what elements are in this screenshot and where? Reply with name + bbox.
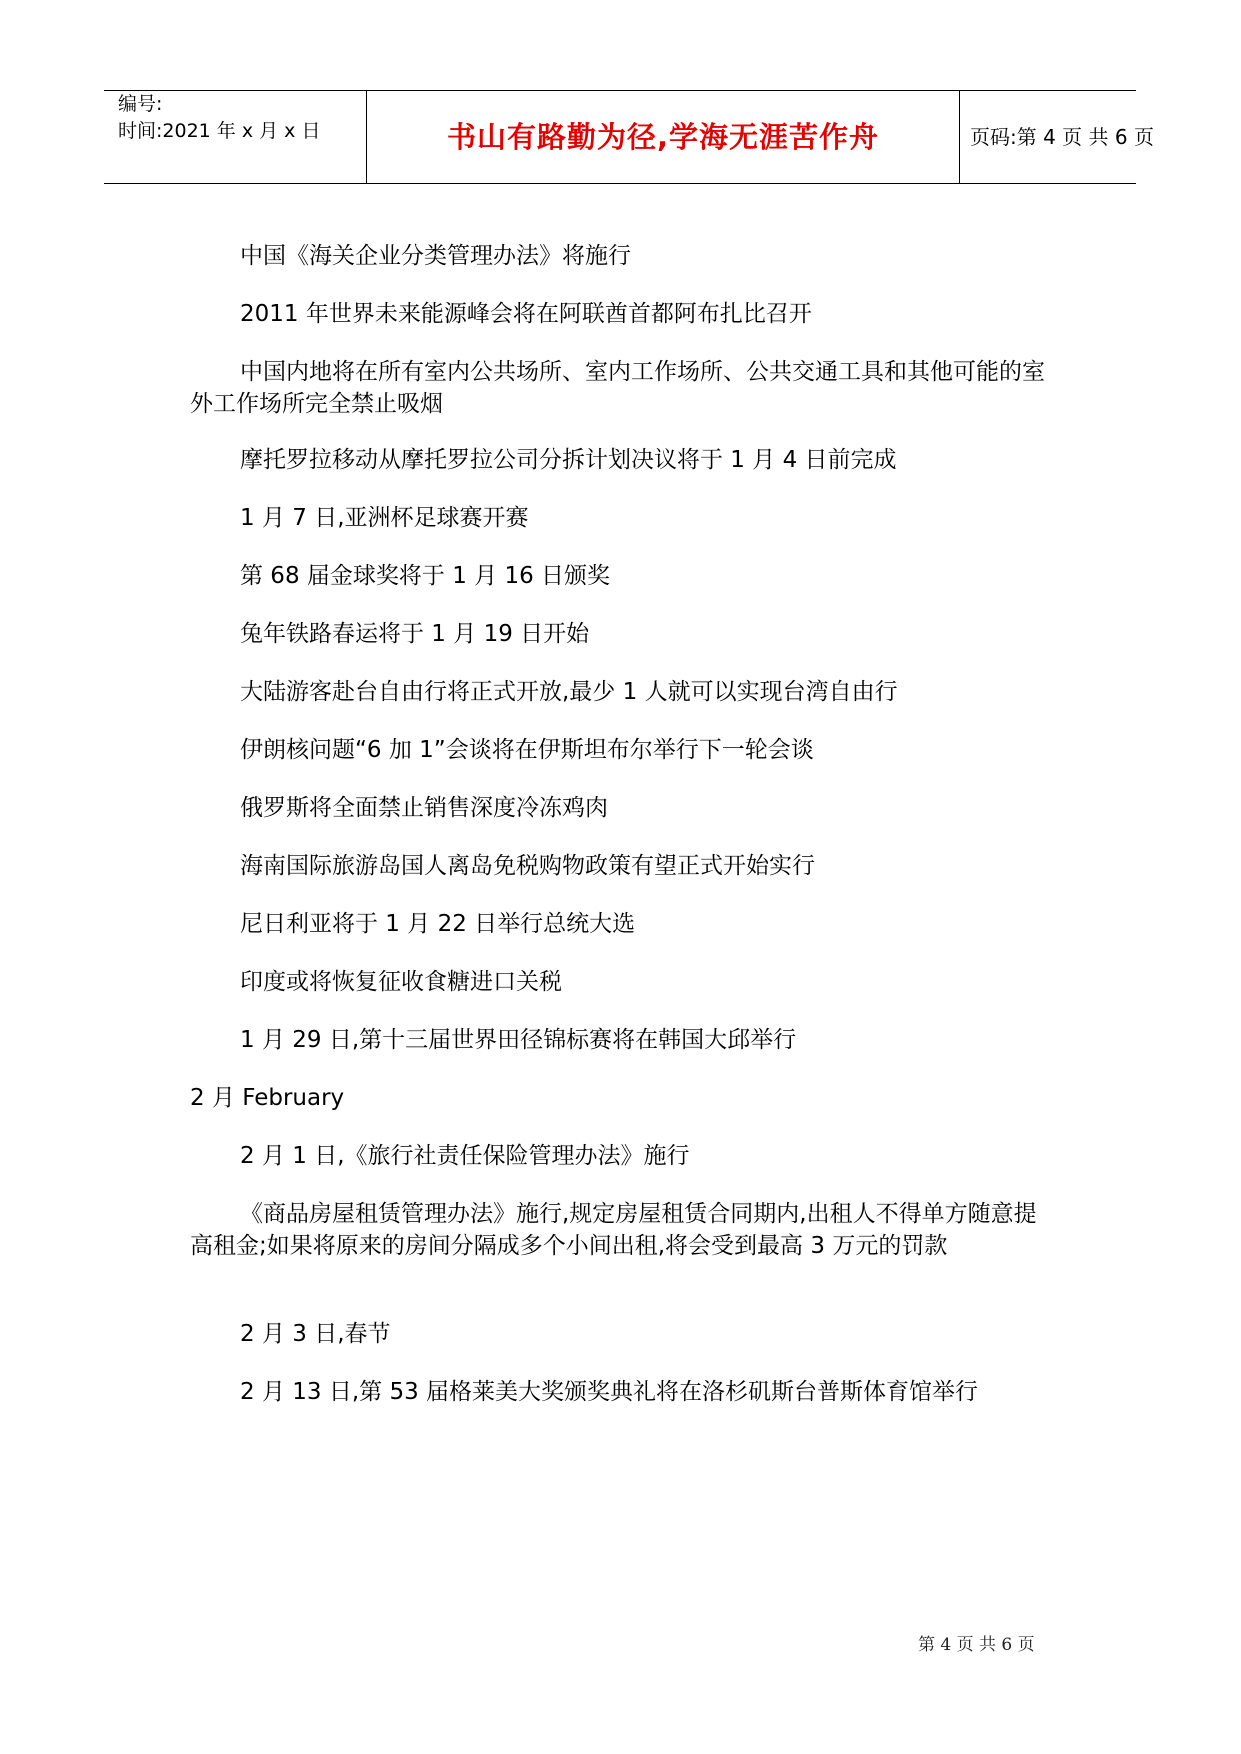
paragraph: 《商品房屋租赁管理办法》施行,规定房屋租赁合同期内,出租人不得单方随意提高租金;如果将原来的房间分隔成多个小间出租,将会受到最高 3 万元的罚款 (190, 1201, 1037, 1259)
paragraph: 摩托罗拉移动从摩托罗拉公司分拆计划决议将于 1 月 4 日前完成 (240, 447, 897, 473)
paragraph: 第 68 届金球奖将于 1 月 16 日颁奖 (240, 563, 611, 589)
paragraph: 中国《海关企业分类管理办法》将施行 (240, 243, 631, 269)
paragraph: 2 月 1 日,《旅行社责任保险管理办法》施行 (240, 1143, 690, 1169)
date-label: 时间:2021 年 x 月 x 日 (118, 120, 321, 142)
paragraph: 尼日利亚将于 1 月 22 日举行总统大选 (240, 911, 636, 937)
header-page-number: 页码:第 4 页 共 6 页 (970, 125, 1154, 149)
paragraph: 伊朗核问题“6 加 1”会谈将在伊斯坦布尔举行下一轮会谈 (240, 737, 814, 763)
motto-text: 书山有路勤为径,学海无涯苦作舟 (446, 120, 880, 154)
serial-number-label: 编号: (118, 93, 163, 115)
header-page-cell (960, 91, 1154, 183)
paragraph: 1 月 29 日,第十三届世界田径锦标赛将在韩国大邱举行 (240, 1027, 797, 1053)
paragraph: 2 月 13 日,第 53 届格莱美大奖颁奖典礼将在洛杉矶斯台普斯体育馆举行 (240, 1379, 979, 1405)
section-heading: 2 月 February (190, 1085, 345, 1111)
paragraph: 俄罗斯将全面禁止销售深度冷冻鸡肉 (240, 795, 608, 821)
paragraph: 中国内地将在所有室内公共场所、室内工作场所、公共交通工具和其他可能的室外工作场所完全禁止吸烟 (190, 359, 1045, 417)
paragraph: 1 月 7 日,亚洲杯足球赛开赛 (240, 505, 529, 531)
header-motto-cell (367, 91, 960, 183)
paragraph: 海南国际旅游岛国人离岛免税购物政策有望正式开始实行 (240, 853, 815, 879)
paragraph: 兔年铁路春运将于 1 月 19 日开始 (240, 621, 590, 647)
header-info-cell (104, 91, 367, 183)
document-header (104, 90, 1154, 184)
paragraph: 印度或将恢复征收食糖进口关税 (240, 969, 562, 995)
paragraph: 2 月 3 日,春节 (240, 1321, 391, 1347)
paragraph: 2011 年世界未来能源峰会将在阿联酋首都阿布扎比召开 (240, 301, 812, 327)
footer-page-number: 第 4 页 共 6 页 (918, 1635, 1035, 1655)
paragraph: 大陆游客赴台自由行将正式开放,最少 1 人就可以实现台湾自由行 (240, 679, 898, 705)
